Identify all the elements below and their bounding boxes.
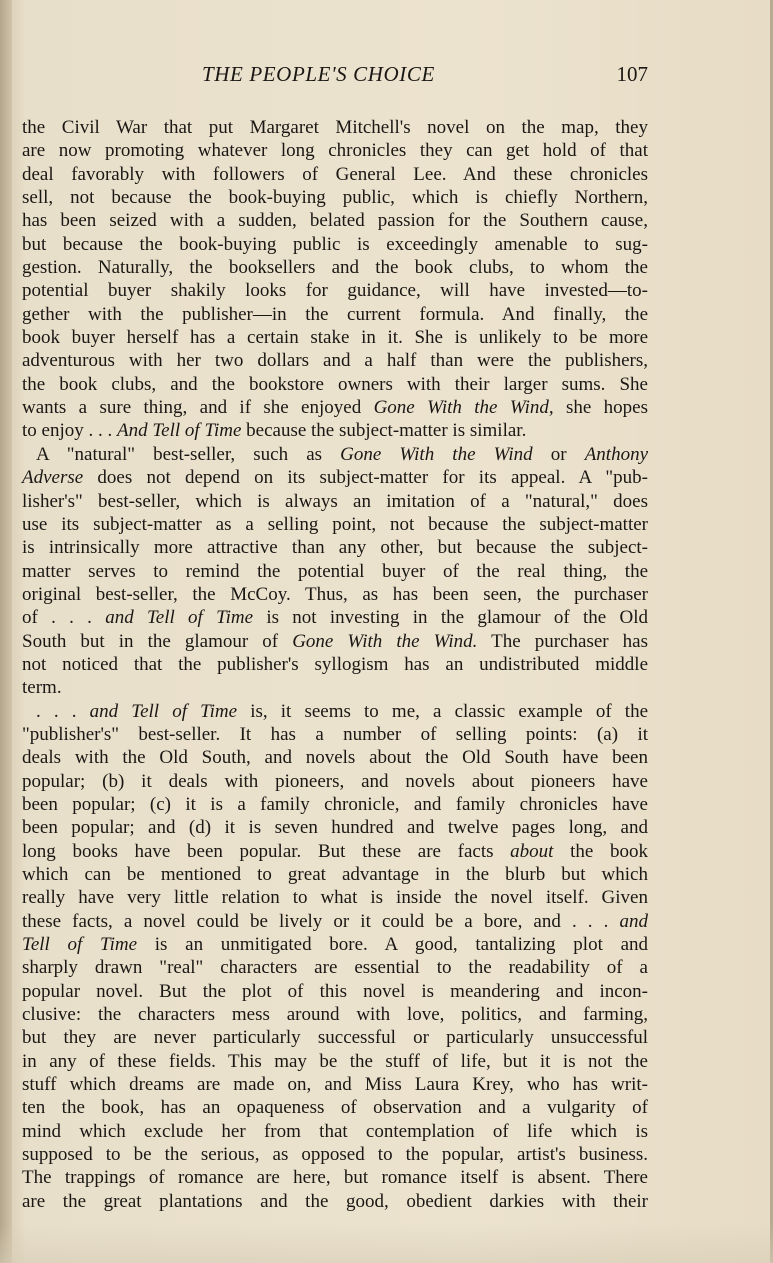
text-line	[22, 256, 648, 279]
line-text: long books have been popular. But these are facts	[22, 840, 511, 862]
line-text: original best-seller, the McCoy. Thus, as has been seen, the purchaser	[22, 583, 648, 605]
line-text: which can be mentioned to great advantage in the blurb but which	[22, 864, 648, 885]
text-line	[22, 560, 648, 583]
line-text: South but in the glamour of	[22, 630, 293, 652]
text-line	[22, 840, 648, 863]
line-text: supposed to be the serious, as opposed to the popular, artist's business.	[22, 1144, 648, 1166]
line-text: use its subject-matter as a selling point, not because the subject-matter	[22, 513, 648, 535]
text-line	[22, 1166, 648, 1189]
text-line	[22, 863, 648, 886]
text-line	[22, 886, 648, 909]
body-text	[22, 116, 648, 1213]
text-line	[22, 116, 648, 139]
line-text: but they are never particularly successful or particularly unsuccessful	[22, 1027, 648, 1049]
line-text: gestion. Naturally, the booksellers and the book clubs, to whom the	[22, 257, 648, 279]
text-line	[22, 1073, 648, 1096]
italic-title-text: And Tell of Time	[117, 420, 242, 442]
text-line	[22, 653, 648, 676]
line-text: The purchaser has	[477, 630, 649, 652]
line-text: the book clubs, and the bookstore owners with their larger sums. She	[22, 373, 648, 395]
text-line	[22, 676, 648, 699]
line-text: lisher's" best-seller, which is always an imitation of a "natural," does	[22, 490, 648, 512]
line-text: is intrinsically more attractive than any other, but because the subject-	[22, 537, 648, 559]
text-line	[22, 326, 648, 349]
text-line	[22, 630, 648, 653]
line-text: potential buyer shakily looks for guidance, will have invested—to-	[22, 280, 648, 302]
line-text: term.	[22, 677, 62, 699]
text-line	[22, 606, 648, 629]
text-line	[22, 1026, 648, 1049]
text-line	[22, 373, 648, 396]
text-line	[22, 443, 648, 466]
text-line	[22, 233, 648, 256]
line-text: wants a sure thing, and if she enjoyed	[22, 397, 374, 419]
line-text: A "natural" best-seller, such as	[36, 443, 341, 465]
line-text: book buyer herself has a certain stake in it. She is unlikely to be more	[22, 327, 648, 349]
text-line	[22, 956, 648, 979]
text-line	[22, 466, 648, 489]
text-line	[22, 723, 648, 746]
text-line	[22, 700, 648, 723]
text-line	[22, 793, 648, 816]
running-head	[22, 62, 648, 96]
line-text: matter serves to remind the potential buyer of the real thing, the	[22, 560, 648, 582]
italic-title-text: and Tell of Time	[105, 607, 254, 629]
italic-title-text: about	[510, 840, 554, 862]
text-line	[22, 279, 648, 302]
text-line	[22, 536, 648, 559]
line-text: ten the book, has an opaqueness of observation and a vulgarity of	[22, 1097, 648, 1119]
line-text: been popular; and (d) it is seven hundred and twelve pages long, and	[22, 817, 648, 839]
line-text: popular novel. But the plot of this novel is meandering and incon-	[22, 980, 648, 1002]
line-text: but because the book-buying public is exceedingly amenable to sug-	[22, 233, 648, 255]
page-binding-edge	[0, 0, 12, 1263]
text-line	[22, 303, 648, 326]
line-text: been popular; (c) it is a family chronicle, and family chronicles have	[22, 793, 648, 815]
text-line	[22, 163, 648, 186]
text-line	[22, 770, 648, 793]
line-text: is not investing in the glamour of the Old	[253, 607, 649, 629]
line-text: deals with the Old South, and novels about the Old South have been	[22, 747, 648, 769]
line-text: to enjoy . . .	[22, 420, 117, 442]
italic-title-text: and	[619, 910, 648, 932]
line-text: of . . .	[22, 607, 106, 629]
line-text: is an unmitigated bore. A good, tantalizing plot and	[137, 934, 649, 956]
text-line	[22, 746, 648, 769]
text-line	[22, 419, 648, 442]
italic-title-text: Gone With the Wind.	[292, 630, 478, 652]
text-line	[22, 816, 648, 839]
text-line	[22, 1096, 648, 1119]
text-line	[22, 910, 648, 933]
line-text: sell, not because the book-buying public, which is chiefly Northern,	[22, 187, 648, 209]
line-text: not noticed that the publisher's syllogism has an undistributed middle	[22, 653, 648, 675]
page-number: 107	[616, 62, 648, 86]
line-text: is, it seems to me, a classic example of the	[237, 700, 648, 722]
line-text: or	[532, 443, 585, 465]
line-text: really have very little relation to what is inside the novel itself. Given	[22, 887, 648, 909]
text-line	[22, 1050, 648, 1073]
line-text: gether with the publisher—in the current formula. And finally, the	[22, 303, 648, 325]
text-line	[22, 1003, 648, 1026]
running-head-title: THE PEOPLE'S CHOICE	[202, 62, 435, 86]
italic-title-text: and Tell of Time	[89, 700, 238, 722]
line-text: she hopes	[553, 397, 649, 419]
italic-title-text: Tell of Time	[22, 934, 138, 956]
line-text: adventurous with her two dollars and a half than were the publishers,	[22, 350, 648, 372]
text-line	[22, 583, 648, 606]
text-line	[22, 186, 648, 209]
text-line	[22, 933, 648, 956]
italic-title-text: Gone With the Wind	[340, 443, 533, 465]
text-line	[22, 1143, 648, 1166]
line-text: "publisher's" best-seller. It has a number of selling points: (a) it	[22, 723, 648, 745]
line-text: popular; (b) it deals with pioneers, and novels about pioneers have	[22, 770, 648, 792]
line-text: mind which exclude her from that contemplation of life which is	[22, 1120, 648, 1142]
italic-title-text: Anthony	[584, 443, 649, 465]
line-text: has been seized with a sudden, belated passion for the Southern cause,	[22, 210, 648, 232]
line-text: are the great plantations and the good, obedient darkies with their	[22, 1190, 648, 1212]
line-text: clusive: the characters mess around with love, politics, and farming,	[22, 1004, 648, 1026]
italic-title-text: Adverse	[22, 467, 84, 489]
text-line	[22, 396, 648, 419]
line-text: . . .	[36, 700, 90, 722]
line-text: the Civil War that put Margaret Mitchell's novel on the map, they	[22, 117, 648, 138]
text-line	[22, 209, 648, 232]
line-text: sharply drawn "real" characters are essential to the readability of a	[22, 957, 648, 979]
line-text: in any of these fields. This may be the stuff of life, but it is not the	[22, 1050, 648, 1072]
text-line	[22, 1120, 648, 1143]
line-text: the book	[553, 840, 648, 862]
line-text: stuff which dreams are made on, and Miss Laura Krey, who has writ-	[22, 1074, 648, 1096]
text-line	[22, 349, 648, 372]
line-text: are now promoting whatever long chronicles they can get hold of that	[22, 140, 648, 162]
line-text: does not depend on its subject-matter for its appeal. A "pub-	[83, 467, 648, 489]
text-line	[22, 513, 648, 536]
text-line	[22, 1190, 648, 1213]
page-bottom-shading	[0, 1223, 773, 1263]
line-text: deal favorably with followers of General Lee. And these chronicles	[22, 163, 648, 185]
italic-title-text: Gone With the Wind,	[373, 397, 554, 419]
line-text: The trappings of romance are here, but romance itself is absent. There	[22, 1167, 648, 1189]
text-line	[22, 980, 648, 1003]
text-line	[22, 139, 648, 162]
text-line	[22, 490, 648, 513]
line-text: because the subject-matter is similar.	[241, 420, 527, 442]
line-text: these facts, a novel could be lively or it could be a bore, and . . .	[22, 910, 620, 932]
